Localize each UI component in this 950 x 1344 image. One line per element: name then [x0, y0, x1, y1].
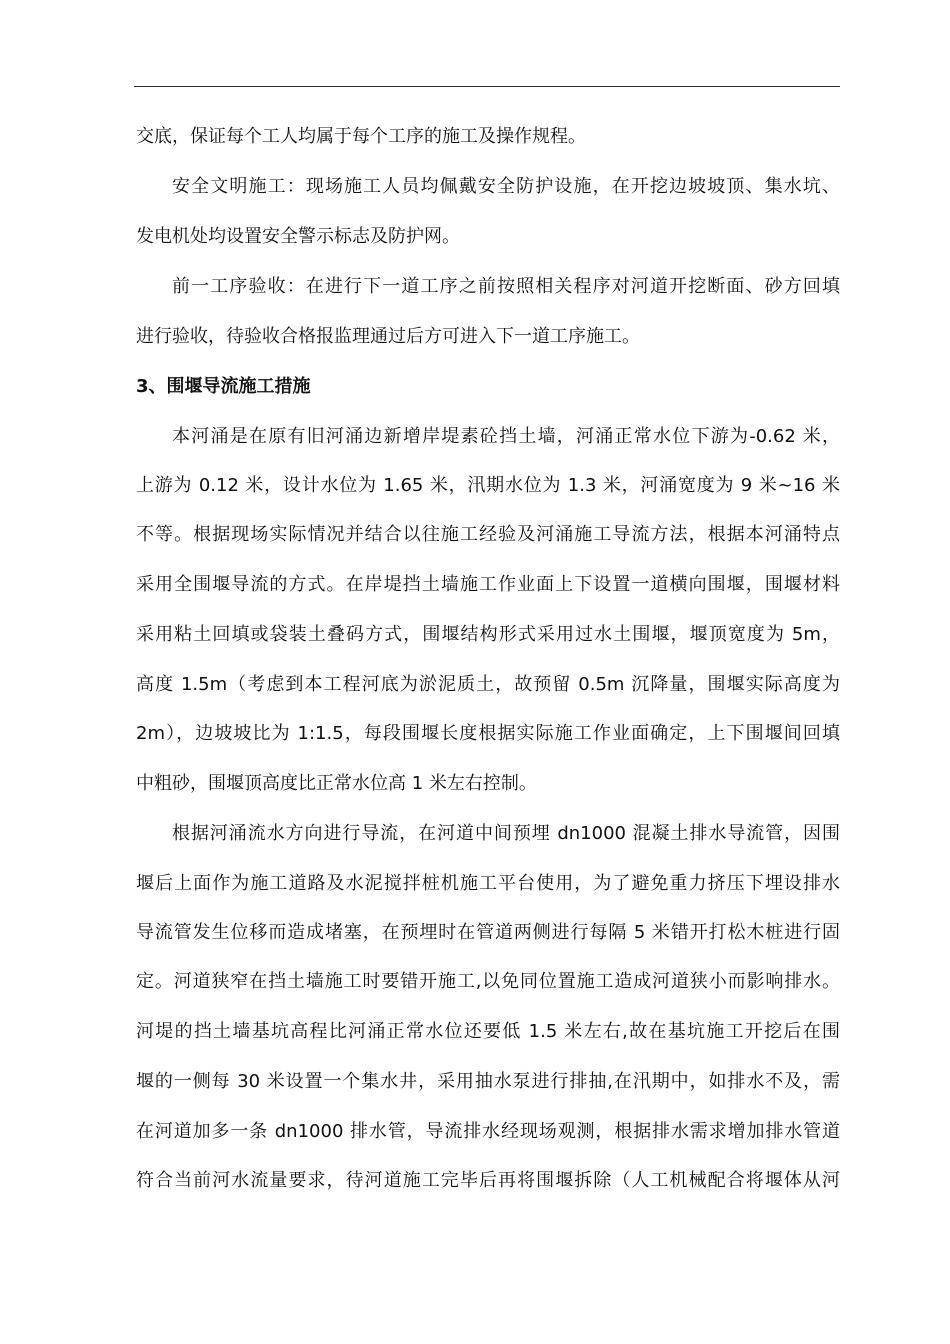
text-line: 交底，保证每个工人均属于每个工序的施工及操作规程。 [136, 126, 586, 147]
text-line: 本河涌是在原有旧河涌边新增岸堤素砼挡土墙，河涌正常水位下游为-0.62 米， [172, 426, 840, 447]
section-heading: 3、围堰导流施工措施 [136, 376, 311, 397]
text-line: 发电机处均设置安全警示标志及防护网。 [136, 226, 460, 247]
text-line: 采用粘土回填或袋装土叠码方式，围堰结构形式采用过水土围堰，堰顶宽度为 5m， [136, 624, 840, 645]
text-line: 符合当前河水流量要求，待河道施工完毕后再将围堰拆除（人工机械配合将堰体从河 [136, 1170, 840, 1191]
text-line: 堰的一侧每 30 米设置一个集水井，采用抽水泵进行排抽,在汛期中，如排水不及，需 [136, 1071, 840, 1092]
text-line: 采用全围堰导流的方式。在岸堤挡土墙施工作业面上下设置一道横向围堰，围堰材料 [136, 574, 840, 595]
text-line: 定。河道狭窄在挡土墙施工时要错开施工,以免同位置施工造成河道狭小而影响排水。 [136, 971, 840, 992]
text-line: 前一工序验收：在进行下一道工序之前按照相关程序对河道开挖断面、砂方回填 [172, 276, 840, 297]
text-line: 2m），边坡坡比为 1:1.5，每段围堰长度根据实际施工作业面确定，上下围堰间回填 [136, 723, 840, 744]
text-line: 堰后上面作为施工道路及水泥搅拌桩机施工平台使用，为了避免重力挤压下埋设排水 [136, 873, 840, 894]
text-line: 不等。根据现场实际情况并结合以往施工经验及河涌施工导流方法，根据本河涌特点 [136, 524, 840, 545]
text-line: 在河道加多一条 dn1000 排水管，导流排水经现场观测，根据排水需求增加排水管道 [136, 1121, 840, 1142]
text-line: 上游为 0.12 米，设计水位为 1.65 米，汛期水位为 1.3 米，河涌宽度为 9 米~16 米 [136, 475, 840, 496]
text-line: 根据河涌流水方向进行导流，在河道中间预埋 dn1000 混凝土排水导流管，因围 [172, 823, 840, 844]
text-line: 高度 1.5m（考虑到本工程河底为淤泥质土，故预留 0.5m 沉降量，围堰实际高度为 [136, 674, 840, 695]
text-line: 中粗砂，围堰顶高度比正常水位高 1 米左右控制。 [136, 773, 537, 794]
text-line: 河堤的挡土墙基坑高程比河涌正常水位还要低 1.5 米左右,故在基坑施工开挖后在围 [136, 1021, 840, 1042]
header-rule [134, 86, 840, 87]
text-line: 进行验收，待验收合格报监理通过后方可进入下一道工序施工。 [136, 326, 640, 347]
text-line: 导流管发生位移而造成堵塞，在预埋时在管道两侧进行每隔 5 米错开打松木桩进行固 [136, 922, 840, 943]
text-line: 安全文明施工：现场施工人员均佩戴安全防护设施，在开挖边坡坡顶、集水坑、 [172, 176, 840, 197]
